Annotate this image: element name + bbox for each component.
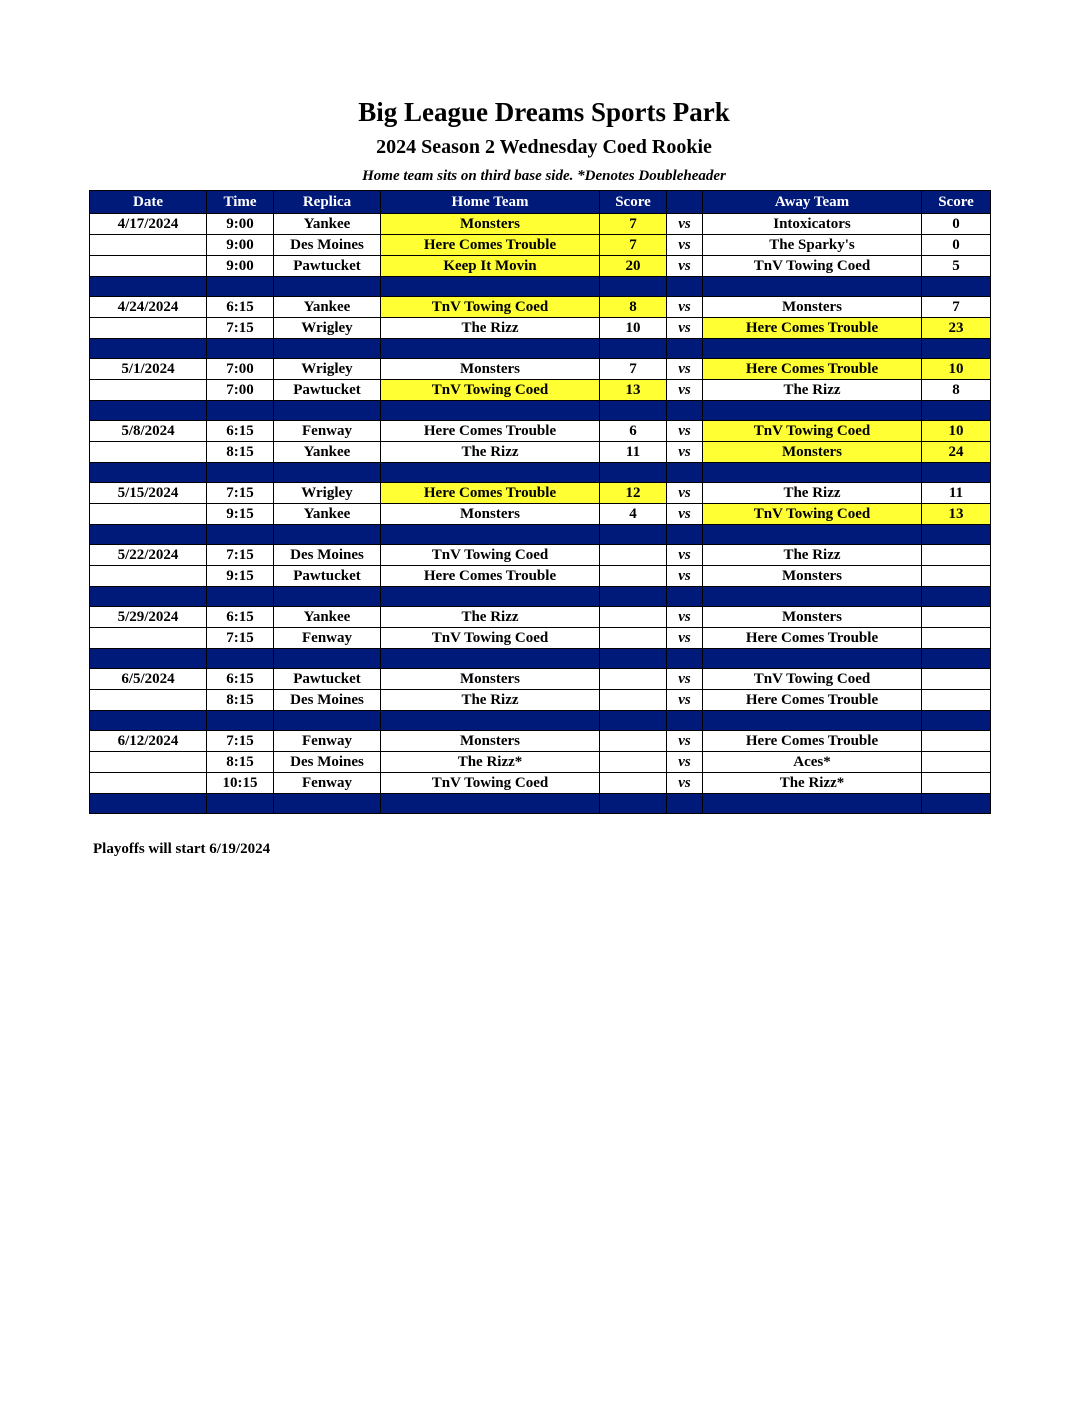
- away-score-cell: 11: [922, 483, 991, 504]
- date-cell: [90, 235, 207, 256]
- game-row: [90, 214, 991, 235]
- replica-cell: Fenway: [274, 421, 381, 442]
- away-team-cell: TnV Towing Coed: [703, 256, 922, 277]
- separator-cell: [600, 794, 667, 814]
- replica-cell: Wrigley: [274, 318, 381, 339]
- time-cell: 7:15: [207, 731, 274, 752]
- separator-cell: [207, 277, 274, 297]
- separator-cell: [207, 463, 274, 483]
- replica-cell: Des Moines: [274, 235, 381, 256]
- away-score-cell: [922, 731, 991, 752]
- col-header-replica: Replica: [274, 191, 381, 214]
- home-score-cell: 20: [600, 256, 667, 277]
- replica-cell: Pawtucket: [274, 566, 381, 587]
- away-team-cell: The Rizz*: [703, 773, 922, 794]
- separator-cell: [381, 794, 600, 814]
- separator-cell: [274, 277, 381, 297]
- separator-cell: [922, 587, 991, 607]
- home-team-cell: Monsters: [381, 214, 600, 235]
- separator-cell: [381, 649, 600, 669]
- game-row: [90, 566, 991, 587]
- vs-cell: vs: [667, 504, 703, 525]
- game-row: [90, 628, 991, 649]
- separator-cell: [667, 525, 703, 545]
- time-cell: 9:15: [207, 566, 274, 587]
- game-row: [90, 235, 991, 256]
- home-score-cell: 7: [600, 214, 667, 235]
- away-score-cell: 7: [922, 297, 991, 318]
- date-cell: [90, 504, 207, 525]
- away-team-cell: TnV Towing Coed: [703, 669, 922, 690]
- date-cell: 6/5/2024: [90, 669, 207, 690]
- home-score-cell: [600, 690, 667, 711]
- col-header-away-score: Score: [922, 191, 991, 214]
- replica-cell: Fenway: [274, 773, 381, 794]
- replica-cell: Yankee: [274, 607, 381, 628]
- separator-cell: [274, 587, 381, 607]
- schedule-body: [90, 214, 991, 814]
- game-row: [90, 442, 991, 463]
- date-cell: 4/17/2024: [90, 214, 207, 235]
- away-score-cell: [922, 545, 991, 566]
- page-subtitle: 2024 Season 2 Wednesday Coed Rookie: [376, 136, 712, 158]
- away-team-cell: Here Comes Trouble: [703, 318, 922, 339]
- game-row: [90, 483, 991, 504]
- time-cell: 8:15: [207, 690, 274, 711]
- separator-cell: [90, 339, 207, 359]
- away-score-cell: [922, 773, 991, 794]
- date-cell: 5/8/2024: [90, 421, 207, 442]
- vs-cell: vs: [667, 214, 703, 235]
- separator-cell: [600, 587, 667, 607]
- vs-cell: vs: [667, 380, 703, 401]
- week-separator-row: [90, 339, 991, 359]
- home-score-cell: 12: [600, 483, 667, 504]
- replica-cell: Des Moines: [274, 752, 381, 773]
- vs-cell: vs: [667, 752, 703, 773]
- away-team-cell: The Sparky's: [703, 235, 922, 256]
- home-score-cell: 4: [600, 504, 667, 525]
- separator-cell: [381, 277, 600, 297]
- week-separator-row: [90, 794, 991, 814]
- separator-cell: [922, 525, 991, 545]
- away-score-cell: 10: [922, 359, 991, 380]
- game-row: [90, 545, 991, 566]
- time-cell: 8:15: [207, 442, 274, 463]
- game-row: [90, 318, 991, 339]
- separator-cell: [381, 463, 600, 483]
- vs-cell: vs: [667, 483, 703, 504]
- time-cell: 8:15: [207, 752, 274, 773]
- separator-cell: [667, 401, 703, 421]
- schedule-table: [89, 190, 991, 814]
- home-team-cell: Here Comes Trouble: [381, 235, 600, 256]
- time-cell: 10:15: [207, 773, 274, 794]
- separator-cell: [90, 463, 207, 483]
- away-team-cell: The Rizz: [703, 483, 922, 504]
- separator-cell: [667, 711, 703, 731]
- home-score-cell: [600, 545, 667, 566]
- away-score-cell: 0: [922, 214, 991, 235]
- date-cell: [90, 318, 207, 339]
- home-team-cell: Monsters: [381, 359, 600, 380]
- home-team-cell: Here Comes Trouble: [381, 566, 600, 587]
- away-score-cell: [922, 566, 991, 587]
- date-cell: 5/29/2024: [90, 607, 207, 628]
- date-cell: [90, 256, 207, 277]
- away-team-cell: The Rizz: [703, 545, 922, 566]
- home-score-cell: [600, 752, 667, 773]
- date-cell: 4/24/2024: [90, 297, 207, 318]
- home-score-cell: [600, 566, 667, 587]
- home-score-cell: [600, 607, 667, 628]
- vs-cell: vs: [667, 628, 703, 649]
- replica-cell: Fenway: [274, 628, 381, 649]
- vs-cell: vs: [667, 421, 703, 442]
- home-team-cell: Monsters: [381, 504, 600, 525]
- home-team-cell: Monsters: [381, 731, 600, 752]
- home-score-cell: 6: [600, 421, 667, 442]
- separator-cell: [207, 649, 274, 669]
- date-cell: 5/15/2024: [90, 483, 207, 504]
- playoffs-note: Playoffs will start 6/19/2024: [93, 841, 271, 857]
- game-row: [90, 669, 991, 690]
- separator-cell: [703, 525, 922, 545]
- separator-cell: [600, 649, 667, 669]
- time-cell: 9:00: [207, 256, 274, 277]
- away-team-cell: Here Comes Trouble: [703, 359, 922, 380]
- separator-cell: [207, 525, 274, 545]
- separator-cell: [703, 794, 922, 814]
- time-cell: 7:00: [207, 359, 274, 380]
- away-team-cell: Monsters: [703, 607, 922, 628]
- replica-cell: Fenway: [274, 731, 381, 752]
- time-cell: 7:15: [207, 318, 274, 339]
- separator-cell: [600, 463, 667, 483]
- separator-cell: [667, 277, 703, 297]
- home-team-cell: Here Comes Trouble: [381, 483, 600, 504]
- date-cell: [90, 773, 207, 794]
- separator-cell: [90, 794, 207, 814]
- week-separator-row: [90, 649, 991, 669]
- vs-cell: vs: [667, 773, 703, 794]
- time-cell: 9:00: [207, 214, 274, 235]
- separator-cell: [703, 277, 922, 297]
- separator-cell: [381, 587, 600, 607]
- separator-cell: [600, 525, 667, 545]
- separator-cell: [90, 587, 207, 607]
- away-score-cell: 5: [922, 256, 991, 277]
- separator-cell: [922, 463, 991, 483]
- separator-cell: [703, 401, 922, 421]
- vs-cell: vs: [667, 690, 703, 711]
- separator-cell: [667, 463, 703, 483]
- separator-cell: [381, 401, 600, 421]
- week-separator-row: [90, 463, 991, 483]
- game-row: [90, 256, 991, 277]
- away-score-cell: [922, 690, 991, 711]
- home-score-cell: 7: [600, 235, 667, 256]
- separator-cell: [922, 711, 991, 731]
- away-team-cell: Monsters: [703, 442, 922, 463]
- away-score-cell: [922, 607, 991, 628]
- home-team-cell: TnV Towing Coed: [381, 297, 600, 318]
- replica-cell: Des Moines: [274, 690, 381, 711]
- separator-cell: [600, 401, 667, 421]
- replica-cell: Pawtucket: [274, 669, 381, 690]
- col-header-away-team: Away Team: [703, 191, 922, 214]
- home-score-cell: 11: [600, 442, 667, 463]
- home-team-cell: The Rizz: [381, 442, 600, 463]
- separator-cell: [207, 587, 274, 607]
- away-score-cell: 10: [922, 421, 991, 442]
- separator-cell: [274, 711, 381, 731]
- vs-cell: vs: [667, 256, 703, 277]
- home-team-cell: Monsters: [381, 669, 600, 690]
- away-score-cell: [922, 669, 991, 690]
- replica-cell: Yankee: [274, 442, 381, 463]
- away-score-cell: 23: [922, 318, 991, 339]
- date-cell: 5/1/2024: [90, 359, 207, 380]
- home-score-cell: [600, 773, 667, 794]
- page-title: Big League Dreams Sports Park: [358, 97, 730, 127]
- week-separator-row: [90, 525, 991, 545]
- separator-cell: [703, 339, 922, 359]
- time-cell: 7:15: [207, 545, 274, 566]
- vs-cell: vs: [667, 235, 703, 256]
- vs-cell: vs: [667, 442, 703, 463]
- replica-cell: Pawtucket: [274, 380, 381, 401]
- separator-cell: [274, 463, 381, 483]
- game-row: [90, 752, 991, 773]
- home-team-cell: The Rizz: [381, 690, 600, 711]
- home-score-cell: [600, 628, 667, 649]
- schedule-note: Home team sits on third base side. *Denotes Doubleheader: [362, 168, 726, 184]
- header-row: [90, 191, 991, 214]
- week-separator-row: [90, 277, 991, 297]
- away-team-cell: Monsters: [703, 297, 922, 318]
- time-cell: 6:15: [207, 669, 274, 690]
- home-score-cell: 8: [600, 297, 667, 318]
- time-cell: 7:00: [207, 380, 274, 401]
- vs-cell: vs: [667, 297, 703, 318]
- separator-cell: [703, 463, 922, 483]
- separator-cell: [90, 649, 207, 669]
- time-cell: 6:15: [207, 297, 274, 318]
- home-team-cell: Here Comes Trouble: [381, 421, 600, 442]
- separator-cell: [600, 339, 667, 359]
- separator-cell: [922, 339, 991, 359]
- time-cell: 9:00: [207, 235, 274, 256]
- separator-cell: [274, 401, 381, 421]
- separator-cell: [90, 401, 207, 421]
- away-score-cell: 24: [922, 442, 991, 463]
- time-cell: 9:15: [207, 504, 274, 525]
- col-header-date: Date: [90, 191, 207, 214]
- separator-cell: [381, 711, 600, 731]
- home-team-cell: TnV Towing Coed: [381, 380, 600, 401]
- away-score-cell: [922, 628, 991, 649]
- separator-cell: [667, 649, 703, 669]
- date-cell: [90, 566, 207, 587]
- home-score-cell: 7: [600, 359, 667, 380]
- home-team-cell: The Rizz: [381, 318, 600, 339]
- away-team-cell: TnV Towing Coed: [703, 421, 922, 442]
- away-team-cell: Aces*: [703, 752, 922, 773]
- separator-cell: [274, 649, 381, 669]
- game-row: [90, 607, 991, 628]
- separator-cell: [922, 794, 991, 814]
- replica-cell: Yankee: [274, 214, 381, 235]
- separator-cell: [922, 277, 991, 297]
- vs-cell: vs: [667, 545, 703, 566]
- game-row: [90, 504, 991, 525]
- away-team-cell: Intoxicators: [703, 214, 922, 235]
- separator-cell: [600, 711, 667, 731]
- home-score-cell: [600, 669, 667, 690]
- vs-cell: vs: [667, 731, 703, 752]
- away-score-cell: 8: [922, 380, 991, 401]
- home-score-cell: 10: [600, 318, 667, 339]
- vs-cell: vs: [667, 359, 703, 380]
- home-team-cell: TnV Towing Coed: [381, 773, 600, 794]
- week-separator-row: [90, 401, 991, 421]
- replica-cell: Pawtucket: [274, 256, 381, 277]
- away-team-cell: Here Comes Trouble: [703, 690, 922, 711]
- separator-cell: [667, 587, 703, 607]
- away-team-cell: The Rizz: [703, 380, 922, 401]
- game-row: [90, 773, 991, 794]
- separator-cell: [703, 711, 922, 731]
- game-row: [90, 297, 991, 318]
- away-score-cell: [922, 752, 991, 773]
- week-separator-row: [90, 711, 991, 731]
- separator-cell: [90, 711, 207, 731]
- col-header-home-score: Score: [600, 191, 667, 214]
- away-team-cell: Here Comes Trouble: [703, 731, 922, 752]
- replica-cell: Des Moines: [274, 545, 381, 566]
- game-row: [90, 359, 991, 380]
- time-cell: 6:15: [207, 607, 274, 628]
- game-row: [90, 690, 991, 711]
- away-team-cell: TnV Towing Coed: [703, 504, 922, 525]
- away-score-cell: 13: [922, 504, 991, 525]
- replica-cell: Wrigley: [274, 483, 381, 504]
- separator-cell: [207, 794, 274, 814]
- home-score-cell: [600, 731, 667, 752]
- separator-cell: [207, 339, 274, 359]
- vs-cell: vs: [667, 607, 703, 628]
- col-header-home-team: Home Team: [381, 191, 600, 214]
- separator-cell: [381, 525, 600, 545]
- separator-cell: [90, 525, 207, 545]
- col-header-vs: [667, 191, 703, 214]
- date-cell: 5/22/2024: [90, 545, 207, 566]
- separator-cell: [922, 649, 991, 669]
- separator-cell: [207, 401, 274, 421]
- replica-cell: Yankee: [274, 297, 381, 318]
- separator-cell: [667, 339, 703, 359]
- col-header-time: Time: [207, 191, 274, 214]
- away-team-cell: Monsters: [703, 566, 922, 587]
- replica-cell: Yankee: [274, 504, 381, 525]
- home-team-cell: TnV Towing Coed: [381, 545, 600, 566]
- date-cell: 6/12/2024: [90, 731, 207, 752]
- separator-cell: [274, 794, 381, 814]
- date-cell: [90, 442, 207, 463]
- game-row: [90, 421, 991, 442]
- week-separator-row: [90, 587, 991, 607]
- separator-cell: [703, 587, 922, 607]
- vs-cell: vs: [667, 566, 703, 587]
- home-team-cell: The Rizz*: [381, 752, 600, 773]
- away-score-cell: 0: [922, 235, 991, 256]
- away-team-cell: Here Comes Trouble: [703, 628, 922, 649]
- date-cell: [90, 690, 207, 711]
- separator-cell: [667, 794, 703, 814]
- home-team-cell: Keep It Movin: [381, 256, 600, 277]
- home-score-cell: 13: [600, 380, 667, 401]
- replica-cell: Wrigley: [274, 359, 381, 380]
- separator-cell: [274, 339, 381, 359]
- vs-cell: vs: [667, 669, 703, 690]
- time-cell: 6:15: [207, 421, 274, 442]
- separator-cell: [600, 277, 667, 297]
- date-cell: [90, 380, 207, 401]
- time-cell: 7:15: [207, 483, 274, 504]
- home-team-cell: The Rizz: [381, 607, 600, 628]
- separator-cell: [922, 401, 991, 421]
- separator-cell: [381, 339, 600, 359]
- time-cell: 7:15: [207, 628, 274, 649]
- separator-cell: [207, 711, 274, 731]
- date-cell: [90, 628, 207, 649]
- game-row: [90, 731, 991, 752]
- separator-cell: [90, 277, 207, 297]
- vs-cell: vs: [667, 318, 703, 339]
- game-row: [90, 380, 991, 401]
- home-team-cell: TnV Towing Coed: [381, 628, 600, 649]
- separator-cell: [703, 649, 922, 669]
- separator-cell: [274, 525, 381, 545]
- date-cell: [90, 752, 207, 773]
